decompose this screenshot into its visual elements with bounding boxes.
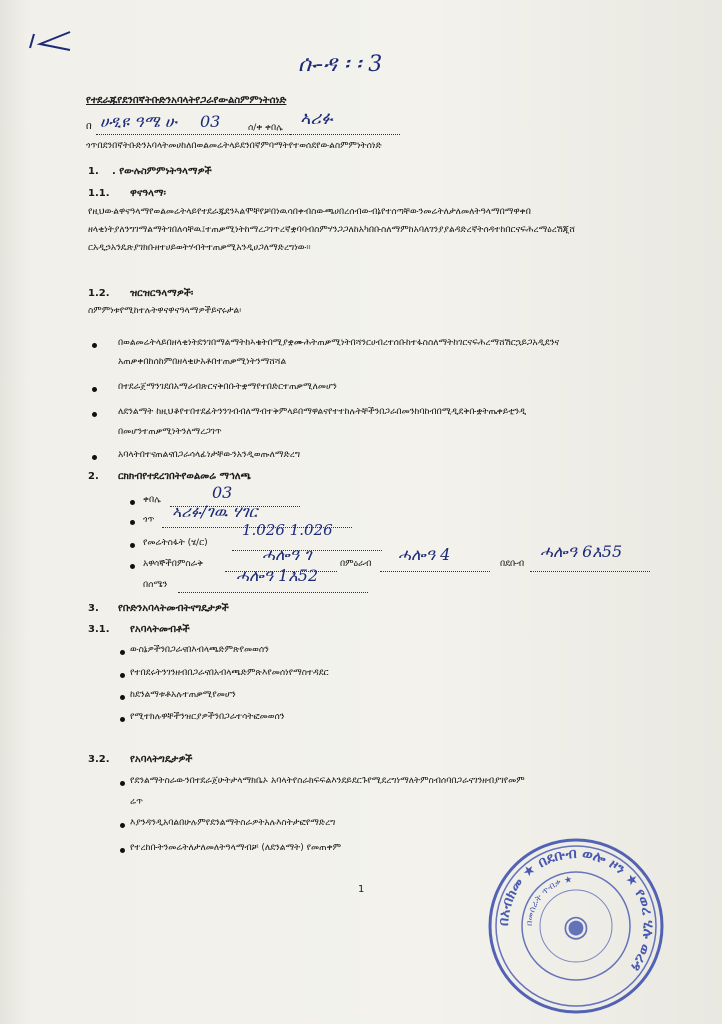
subtitle: ጎጥበደንበኛትቡድንአባላትመሀከለበወልመሬትላይደንበኛምባማትየተወሰደየውልስምምነትሰነድ	[86, 141, 382, 151]
section-2-title: ርክክብየተደረገበትየወልመሬ ማኅለጫ	[118, 471, 251, 482]
list-item: አጠቃቀበከሰከምበዘላቂሁአቶበተጠቃሚነትንማሸሻል	[118, 357, 287, 367]
bole-prefix: ቀበሌ	[265, 123, 283, 133]
list-item: የተበደሩትንገንዘብበጋራናበአብላጫድምጽእየመሰነየማስተዳደር	[130, 668, 329, 678]
hand-name: ኣሪፉ	[300, 108, 333, 129]
list-item: የተረከቡትንመሬትለታለመለትዓላማብቻ (ለደንልማት) የመጠቀም	[130, 843, 342, 853]
field-value: ኣሪፉ/ገዉ ሃገር	[172, 502, 258, 521]
stamp-inner-text: በመሰራት ጥብቃ ★	[524, 875, 574, 927]
list-item: በወልመሬትላይበዘላቂነትደንገበማልማትከኣቄትበሚያቋሙሕትጠቃሚነትበሻንርሀብረተሰቡከተፋስስለማትከገርናፍሕረማሸሽርኋይጋአዲደንና	[118, 338, 560, 348]
list-item: ለደንልማት ከዚህቆየተበተደፊትንንገብብለማብተቅምላይበማዋልናየተተከሉትቸችንበጋራበመንከባከብበሚዲደቅቡቋትጤቀይቲንዲ	[118, 407, 527, 417]
list-item: የሚተክሉዋቸችንዝርያዎችንበጋራተሳትፎመወሰን	[130, 712, 285, 722]
list-item: የደንልማትስራውንበተደራጀሁትታላማክቤኦ አባላትየስራክፍፍልእንደይደርጉየሚደረግነማለትምስብሰባበጋራናገንዘብያገየመም	[130, 776, 525, 786]
stamp-center-mark: ◉	[562, 909, 590, 944]
list-item: በመሆንተጠቃሚነትንለማረጋገጥ	[118, 427, 222, 437]
section-1-2-number: 1.2.	[88, 288, 110, 299]
field-value: ሓሎዓ 4	[398, 545, 451, 564]
field-label: አዋሳኞችበምስራቅ	[143, 559, 204, 569]
list-item: በተደራጀማንገደበአማራብጽርናቅበቡትቋማየተበድርተጠቃሚለመሆን	[118, 382, 337, 392]
pen-mark-icon	[26, 26, 76, 56]
field-label: በሰሜን	[143, 580, 168, 590]
list-item: አባላትበተናጠልናበጋራሳላፊነታቸውንአንዲወጡለማድረግ	[118, 450, 301, 460]
handwritten-title: ሱ-ዳ ፡ ፡ 3	[298, 52, 383, 77]
section-3-2-title: የአባላትግዴታዎች	[130, 754, 193, 765]
list-item: ሬጥ	[130, 797, 143, 807]
section-3-title: የቡድንአባላትመብትናግዴታዎች	[118, 603, 229, 614]
paragraph-intro: ስምምነቱየሚከተሉትዋናዋናዓላማዎችይኖሩታል፡	[88, 306, 242, 316]
stamp-outer-text: በአብክመ ★ በደቡብ ወሎ ዞን ★ የወረ ሂሉ ወረዳ	[495, 845, 657, 974]
document-title: የተደራጁየደንበኛትቡድንአባላትየጋራየውልስምምነትሰነድ	[86, 95, 287, 106]
page-number: 1	[358, 884, 365, 895]
section-1-number: 1.	[88, 166, 99, 177]
hand-place: ሀዲዩ ዓሜ ሁ	[100, 112, 177, 131]
field-label: ቀበሌ	[143, 495, 161, 505]
list-item: ከደንልማቱቶአሉተጠቃሚየመሆን	[130, 690, 236, 700]
field-value: 1.026 1.026	[242, 521, 333, 539]
field-value: ሓሎዓ ገ	[262, 545, 312, 564]
field-value: 03	[212, 483, 233, 502]
field-label: ጎጥ	[143, 515, 155, 525]
section-1-2-title: ዝርዝርዓላማዎች፡	[130, 288, 194, 299]
paragraph-line: ዘላቂነትያለንግገማልማትገበለሳቸዉ፤ተጠቃሚነትከማረጋገጥረኛቋባባብስምሃንጋጋለከአካበቡስለማምከአባለገንያያልዳድረኛትሰዳተከበርናፍሕረማዕረሽጂሸ	[88, 225, 575, 235]
section-3-1-number: 3.1.	[88, 624, 110, 635]
field-value: ሓሎዓ 6እ55	[540, 542, 623, 561]
list-item: ውስኔዎችንበጋራናበእብላጫድምጽየመወሰን	[130, 645, 269, 655]
section-3-1-title: የአባላትመብቶች	[130, 624, 190, 635]
section-3-number: 3.	[88, 603, 99, 614]
section-3-2-number: 3.2.	[88, 754, 110, 765]
section-1-1-number: 1.1.	[88, 188, 110, 199]
field-value: ሓሎዓ 1እ52	[236, 566, 319, 585]
paragraph-line: ርአዲኃአንዴጽያገክቡዘተሀይወትሃብትተጠቃሚአንዲሀጋለማድረግነው።	[88, 243, 311, 253]
line-prefix: በ	[86, 121, 92, 132]
paragraph-line: የዚህውልዋናዓላማየወልመሬትላይየተደራጁደንኣልሞቸየቻበነዉሳበቀብስውጫሀበረሰብውብኔየተሰጣቸውንመሬትለታለመለትዓላማበማዋቀበ	[88, 207, 531, 217]
official-stamp-icon	[486, 836, 666, 1016]
list-item: እያንዳንዲአባልበሁሉምየደንልማትስራዎትአሉእስትታፎየማድረግ	[130, 818, 336, 828]
field-label: የመሬትስፋት (ሄ/ር)	[143, 538, 208, 548]
section-2-number: 2.	[88, 471, 99, 482]
field-label: በምዕራብ	[340, 559, 372, 569]
section-1-title: . የውሉስምምነትዓላማዎች	[112, 166, 212, 177]
hand-kebele: 03	[200, 112, 221, 131]
field-label: በደቡብ	[500, 559, 525, 569]
kebele-prefix: ሰ/ቀ	[248, 123, 263, 133]
section-1-1-title: ዋናዓላማ፡	[130, 188, 166, 199]
